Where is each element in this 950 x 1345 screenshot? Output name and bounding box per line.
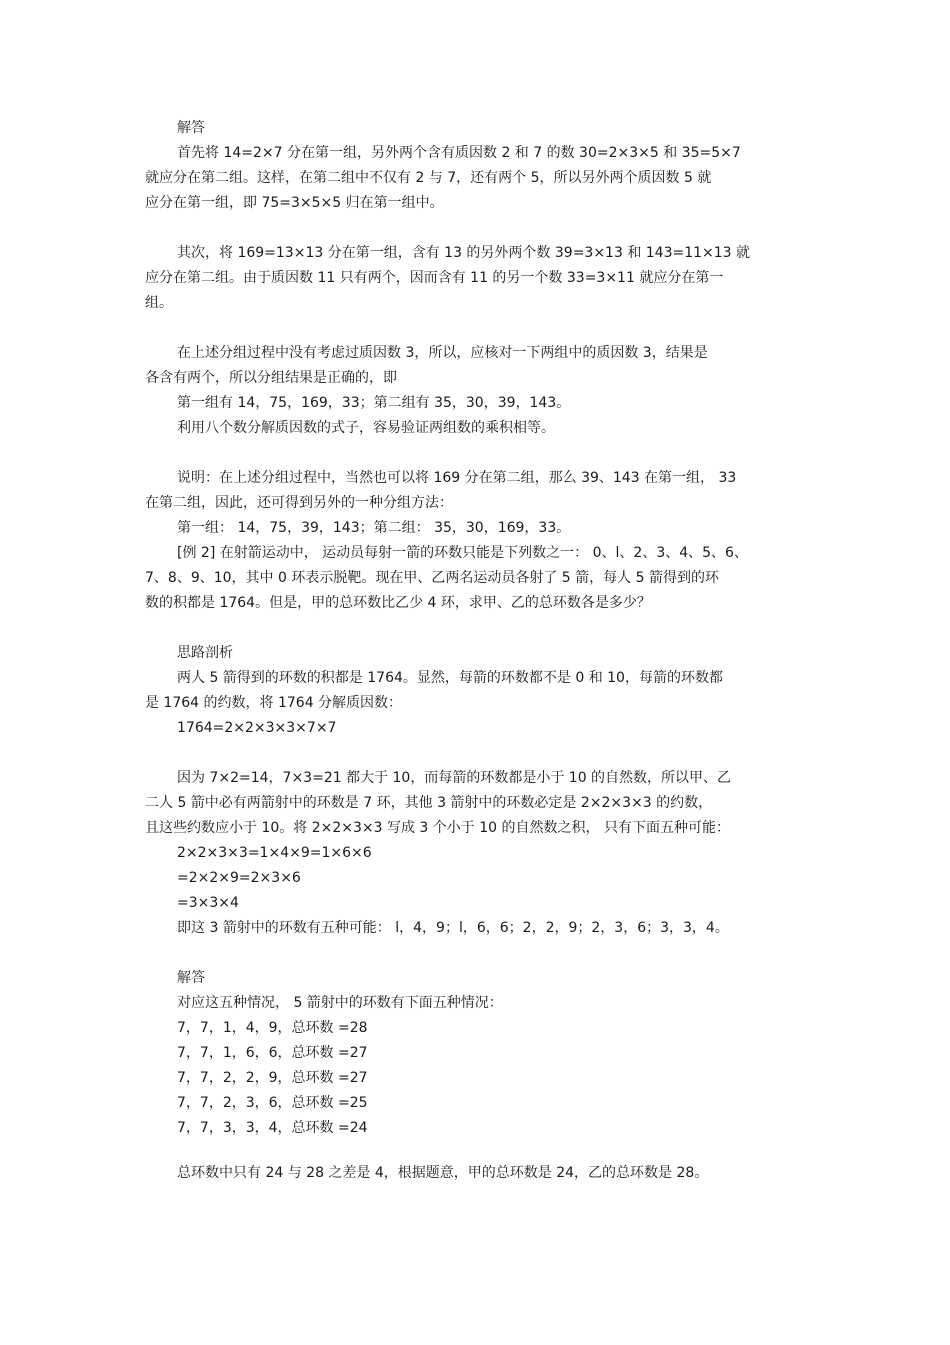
conclusion-line: 总环数中只有 24 与 28 之差是 4，根据题意，甲的总环数是 24，乙的总环数是 28。: [177, 1165, 709, 1181]
text-line: 数的积都是 1764。但是，甲的总环数比乙少 4 环，求甲、乙的总环数各是多少？: [145, 595, 651, 611]
case-line: 7，7，3，3，4，总环数 =24: [177, 1120, 368, 1136]
text-line: 组。: [145, 295, 173, 311]
heading-answer-2: 解答: [177, 970, 205, 986]
example-2-line: [例 2] 在射箭运动中， 运动员每射一箭的环数只能是下列数之一： 0、l、2、3、4、5、6、: [177, 545, 748, 561]
case-line: 7，7，2，3，6，总环数 =25: [177, 1095, 368, 1111]
text-line: 对应这五种情况， 5 箭射中的环数有下面五种情况：: [177, 995, 503, 1011]
text-line: 应分在第一组，即 75=3×5×5 归在第一组中。: [145, 195, 444, 211]
formula-line: =2×2×9=2×3×6: [177, 870, 301, 886]
formula-line: 1764=2×2×3×3×7×7: [177, 720, 337, 736]
text-line: 即这 3 箭射中的环数有五种可能： l，4，9；l，6，6；2，2，9；2，3，6；3，3，4。: [177, 920, 729, 936]
case-line: 7，7，1，4，9，总环数 =28: [177, 1020, 368, 1036]
text-line: 就应分在第二组。这样，在第二组中不仅有 2 与 7，还有两个 5，所以另外两个质因数 5 就: [145, 170, 712, 186]
formula-line: 2×2×3×3=1×4×9=1×6×6: [177, 845, 372, 861]
text-line: 且这些约数应小于 10。将 2×2×3×3 写成 3 个小于 10 的自然数之积， 只有下面五种可能：: [145, 820, 730, 836]
text-line: 是 1764 的约数，将 1764 分解质因数：: [145, 695, 403, 711]
text-line: 说明：在上述分组过程中，当然也可以将 169 分在第二组，那么 39、143 在第一组， 33: [177, 470, 737, 486]
text-line: 应分在第二组。由于质因数 11 只有两个，因而含有 11 的另一个数 33=3×11 就应分在第一: [145, 270, 724, 286]
text-line: 利用八个数分解质因数的式子，容易验证两组数的乘积相等。: [177, 420, 555, 436]
heading-answer-1: 解答: [177, 120, 205, 136]
heading-analysis: 思路剖析: [177, 645, 233, 661]
text-line: 因为 7×2=14，7×3=21 都大于 10，而每箭的环数都是小于 10 的自然数，所以甲、乙: [177, 770, 732, 786]
text-line: 第一组有 14，75，169，33；第二组有 35，30，39，143。: [177, 395, 571, 411]
text-line: 在第二组，因此，还可得到另外的一种分组方法：: [145, 495, 453, 511]
text-line: 两人 5 箭得到的环数的积都是 1764。显然，每箭的环数都不是 0 和 10，每箭的环数都: [177, 670, 723, 686]
text-line: 第一组： 14，75，39，143；第二组： 35，30，169，33。: [177, 520, 571, 536]
text-line: 7、8、9、10，其中 0 环表示脱靶。现在甲、乙两名运动员各射了 5 箭，每人 5 箭得到的环: [145, 570, 719, 586]
text-line: 各含有两个，所以分组结果是正确的，即: [145, 370, 397, 386]
text-line: 在上述分组过程中没有考虑过质因数 3，所以，应核对一下两组中的质因数 3，结果是: [177, 345, 708, 361]
text-line: 二人 5 箭中必有两箭射中的环数是 7 环，其他 3 箭射中的环数必定是 2×2×3×3 的约数，: [145, 795, 713, 811]
case-line: 7，7，2，2，9，总环数 =27: [177, 1070, 368, 1086]
formula-line: =3×3×4: [177, 895, 239, 911]
text-line: 首先将 14=2×7 分在第一组，另外两个含有质因数 2 和 7 的数 30=2×3×5 和 35=5×7: [177, 145, 741, 161]
text-line: 其次，将 169=13×13 分在第一组，含有 13 的另外两个数 39=3×13 和 143=11×13 就: [177, 245, 751, 261]
case-line: 7，7，1，6，6，总环数 =27: [177, 1045, 368, 1061]
